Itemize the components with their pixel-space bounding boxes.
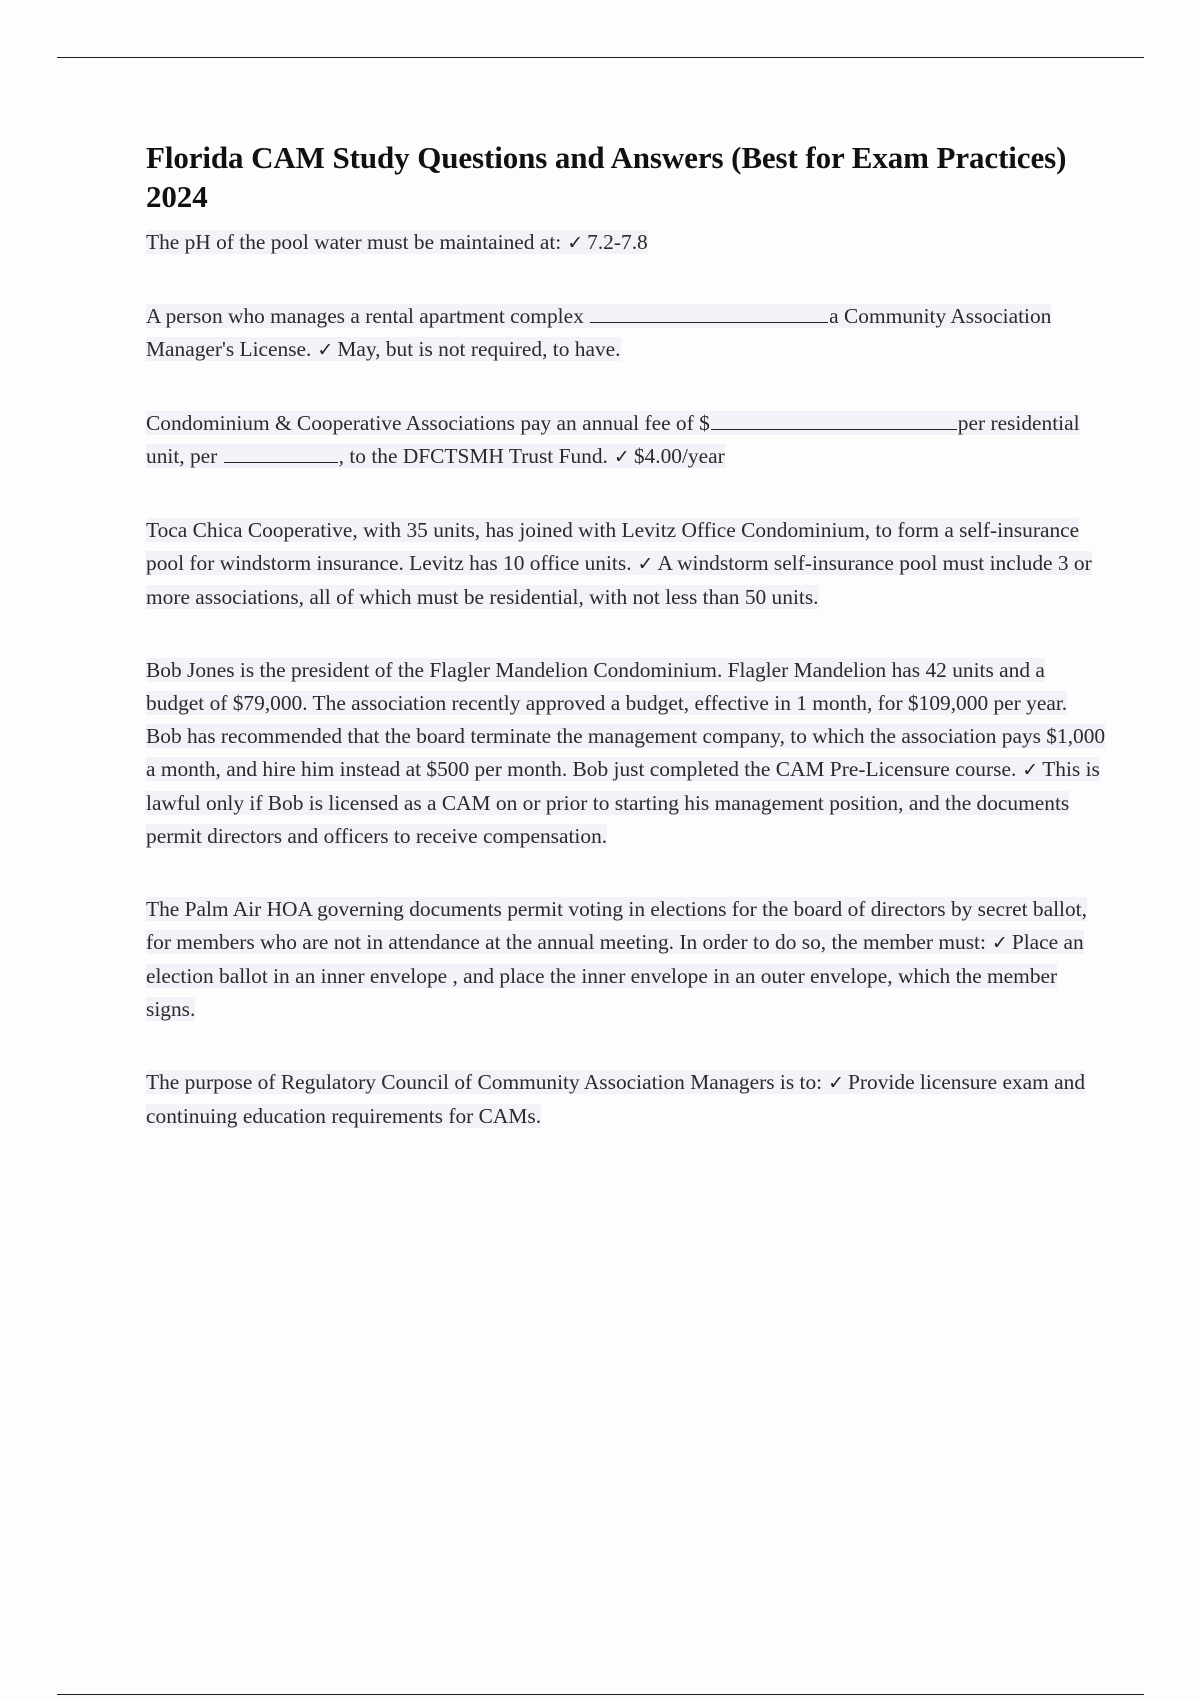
checkmark-icon: ✓ <box>828 1072 845 1094</box>
checkmark-icon: ✓ <box>317 339 334 361</box>
question-text: The pH of the pool water must be maintained at: <box>146 230 562 254</box>
answer-blank <box>224 461 338 463</box>
answer-text: Provide licensure exam and continuing education requirements for CAMs. <box>146 1070 1086 1128</box>
footer-rule <box>57 1694 1144 1695</box>
checkmark-icon: ✓ <box>567 232 584 254</box>
question-text: per residential unit, per <box>146 411 1080 468</box>
qa-item <box>146 654 1106 853</box>
checkmark-icon: ✓ <box>637 553 654 575</box>
qa-item <box>146 300 1106 367</box>
answer-text: May, but is not required, to have. <box>337 337 621 361</box>
qa-item <box>146 1066 1106 1133</box>
qa-item <box>146 226 1106 260</box>
document-title: Florida CAM Study Questions and Answers (Best for Exam Practices) 2024 <box>146 140 1067 214</box>
checkmark-icon: ✓ <box>1022 759 1039 781</box>
answer-text: A windstorm self-insurance pool must include 3 or more associations, all of which must be residential, with not less than 50 units. <box>146 551 1092 609</box>
question-text: A person who manages a rental apartment complex <box>146 304 584 328</box>
question-text: , to the DFCTSMH Trust Fund. <box>338 444 608 468</box>
answer-text: 7.2-7.8 <box>587 230 648 254</box>
answer-text: $4.00/year <box>633 444 725 468</box>
qa-item <box>146 514 1106 614</box>
question-text: Bob Jones is the president of the Flagler Mandelion Condominium. Flagler Mandelion has 42 units and a budget of $79,000. The association recently approved a budget, effective in 1 month, for $109,000 per year. Bob has recommended that the board terminate the management company, to which the association pays $1,000 a month, and hire him instead at $500 per month. Bob just completed the CAM Pre-Licensure course. <box>146 658 1106 781</box>
question-text: Condominium & Cooperative Associations pay an annual fee of $ <box>146 411 710 435</box>
checkmark-icon: ✓ <box>613 446 630 468</box>
question-text: The Palm Air HOA governing documents permit voting in elections for the board of directors by secret ballot, for members who are not in attendance at the annual meeting. In order to do so, the member must: <box>146 897 1087 954</box>
question-text: a Community Association Manager's License. <box>146 304 1052 361</box>
qa-item <box>146 893 1106 1026</box>
question-text: Toca Chica Cooperative, with 35 units, has joined with Levitz Office Condominium, to form a self-insurance pool for windstorm insurance. Levitz has 10 office units. <box>146 518 1080 575</box>
answer-text: This is lawful only if Bob is licensed as a CAM on or prior to starting his management position, and the documents permit directors and officers to receive compensation. <box>146 757 1100 848</box>
question-text: The purpose of Regulatory Council of Community Association Managers is to: <box>146 1070 823 1094</box>
answer-text: Place an election ballot in an inner envelope , and place the inner envelope in an outer envelope, which the member signs. <box>146 930 1084 1021</box>
answer-blank <box>711 428 957 430</box>
qa-item <box>146 407 1106 474</box>
document-body <box>146 138 1106 1133</box>
answer-blank <box>590 321 828 323</box>
header-rule <box>57 57 1144 58</box>
checkmark-icon: ✓ <box>991 932 1008 954</box>
